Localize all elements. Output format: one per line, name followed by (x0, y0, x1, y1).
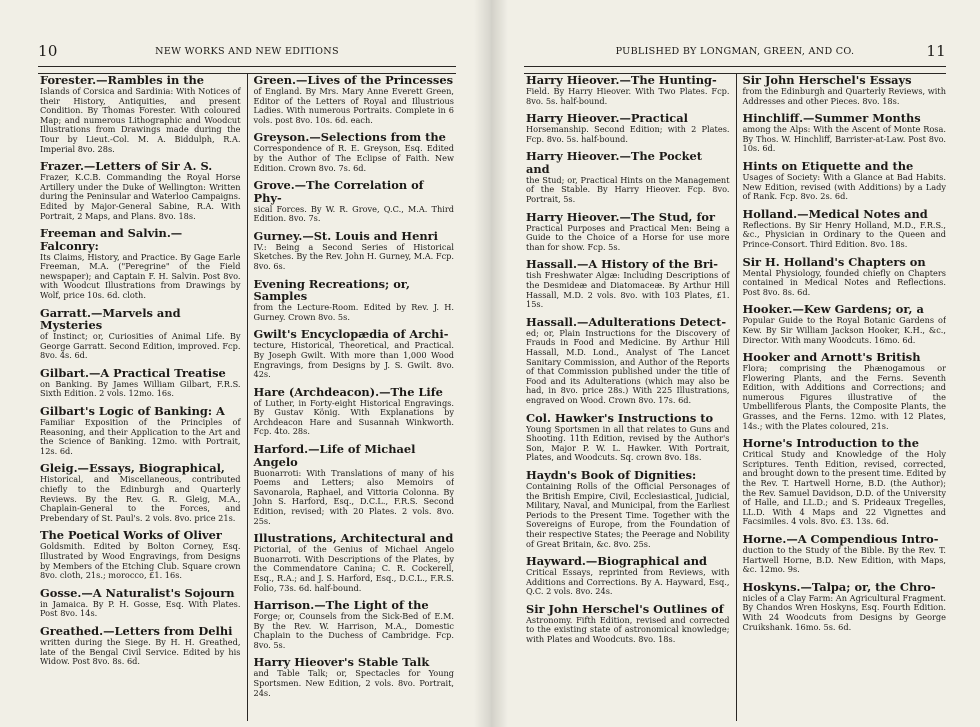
catalogue-entry (526, 258, 730, 309)
right-page-number: 11 (926, 42, 946, 60)
entry-body: Historical, and Miscellaneous, contributed chiefly to the Edinburgh and Quarterly Reviews. By the Rev. G. R. Gleig, M.A., Chaplain-General to the Forces, and Prebendary of St. Paul's. 2 vols. 8vo. price 21s. (40, 474, 241, 523)
entry-body: of England. By Mrs. Mary Anne Everett Green, Editor of the Letters of Royal and Illustrious Ladies. With numerous Portraits. Complete in 6 vols. post 8vo. 10s. 6d. each. (253, 86, 454, 125)
catalogue-entry (40, 405, 241, 456)
entry-title: Hints on Etiquette and the (742, 158, 914, 173)
right-running-title: PUBLISHED BY LONGMAN, GREEN, AND CO. (615, 46, 855, 57)
entry-title: Grove.—The Correlation of Phy- (253, 178, 424, 205)
catalogue-entry (743, 437, 947, 527)
catalogue-entry (254, 74, 455, 125)
entry-title: Gilbart's Logic of Banking: A (40, 404, 225, 419)
entry-title: Hooker and Arnott's British (742, 350, 921, 365)
catalogue-entry (254, 532, 455, 593)
catalogue-entry (743, 160, 947, 202)
entry-body: Correspondence of R. E. Greyson, Esq. Edited by the Author of The Eclipse of Faith. New Edition. Crown 8vo. 7s. 6d. (253, 143, 454, 173)
entry-body: Reflections. By Sir Henry Holland, M.D., F.R.S., &c., Physician in Ordinary to the Queen and Prince-Consort. Third Edition. 8vo. 18s. (742, 219, 946, 249)
catalogue-entry (526, 555, 730, 597)
left-page-number: 10 (38, 42, 58, 60)
entry-title: Harrison.—The Light of the (253, 598, 429, 613)
catalogue-entry (743, 581, 947, 632)
catalogue-entry (526, 469, 730, 549)
entry-title: Garratt.—Marvels and Mysteries (40, 305, 181, 333)
catalogue-entry (526, 316, 730, 406)
catalogue-entry (40, 587, 241, 619)
entry-body: Frazer, K.C.B. Commanding the Royal Horse Artillery under the Duke of Wellington: Written during the Peninsular and Waterloo Campaigns. Edited by Major-General Sabine, R.A. With Portrait, 2 Maps, and Plans. 8vo. 18s. (40, 172, 241, 221)
entry-body: of Instinct; or, Curiosities of Animal Life. By George Garratt. Second Edition, improved. Fcp. 8vo. 4s. 6d. (40, 331, 241, 361)
column (247, 74, 455, 721)
entry-title: Frazer.—Letters of Sir A. S. (40, 159, 213, 174)
catalogue-entry (743, 112, 947, 154)
entry-title: Greathed.—Letters from Delhi (40, 623, 233, 638)
catalogue-entry (743, 208, 947, 250)
entry-body: Usages of Society: With a Glance at Bad Habits. New Edition, revised (with Additions) by a Lady of Rank. Fcp. 8vo. 2s. 6d. (742, 171, 946, 202)
entry-title: Hassall.—A History of the Bri- (526, 257, 719, 272)
catalogue-entry (40, 529, 241, 580)
entry-title: Hooker.—Kew Gardens; or, a (742, 302, 924, 317)
entry-body: sical Forces. By W. R. Grove, Q.C., M.A. Third Edition. 8vo. 7s. (253, 203, 454, 224)
catalogue-entry (743, 256, 947, 298)
entry-title: Hoskyns.—Talpa; or, the Chro- (742, 579, 936, 594)
catalogue-entry (254, 599, 455, 650)
entry-body: the Stud; or, Practical Hints on the Management of the Stable. By Harry Hieover. Fcp. 8vo. Portrait, 5s. (526, 174, 730, 205)
entry-body: Astronomy. Fifth Edition, revised and corrected to the existing state of astronomical knowledge; with Plates and Woodcuts. 8vo. 18s. (526, 614, 730, 645)
catalogue-entry (254, 328, 455, 379)
entry-body: Mental Physiology, founded chiefly on Chapters contained in Medical Notes and Reflections. Post 8vo. 8s. 6d. (742, 267, 946, 297)
entry-title: Horne.—A Compendious Intro- (742, 532, 939, 546)
entry-body: Practical Purposes and Practical Men: Being a Guide to the Choice of a Horse for use more than for show. Fcp. 5s. (526, 222, 730, 252)
column (40, 74, 244, 721)
catalogue-entry (254, 278, 455, 323)
column (526, 74, 733, 721)
catalogue-entry (743, 303, 947, 345)
entry-body: Islands of Corsica and Sardinia: With Notices of their History, Antiquities, and present Condition. By Thomas Forester. With coloured Map; and numerous Lithographic and Woodcut Illustrations from Drawings made during the Tour by Lieut.-Col. M. A. Biddulph, R.A. Imperial 8vo. 28s. (40, 86, 241, 154)
entry-title: Harry Hieover.—Practical (526, 111, 688, 126)
catalogue-entry (743, 351, 947, 431)
catalogue-entry (526, 150, 730, 204)
entry-body: Young Sportsmen in all that relates to Guns and Shooting. 11th Edition, revised by the Author's Son, Major P. W. L. Hawker. With Portrait, Plates, and Woodcuts. Sq. crown 8vo. 18s. (526, 423, 730, 463)
entry-title: Hinchliff.—Summer Months (742, 111, 921, 126)
catalogue-entry (254, 656, 455, 698)
entry-title: Hayward.—Biographical and (526, 554, 707, 569)
catalogue-entry (526, 211, 730, 253)
entry-body: Its Claims, History, and Practice. By Gage Earle Freeman, M.A. ("Peregrine" of the Field newspaper); and Captain F. H. Salvin. Post 8vo. with Woodcut Illustrations from Drawings by Wolf, price 10s. 6d. cloth. (40, 251, 241, 300)
entry-body: and Table Talk; or, Spectacles for Young Sportsmen. New Edition, 2 vols. 8vo. Portrait, 24s. (253, 668, 454, 698)
entry-body: on Banking. By James William Gilbart, F.R.S. Sixth Edition. 2 vols. 12mo. 16s. (40, 378, 241, 399)
entry-body: in Jamaica. By P. H. Gosse, Esq. With Plates. Post 8vo. 14s. (40, 598, 241, 619)
entry-title: Col. Hawker's Instructions to (526, 410, 714, 425)
left-page-header (38, 42, 456, 62)
entry-body: Buonarroti: With Translations of many of his Poems and Letters; also Memoirs of Savonarola, Raphael, and Vittoria Colonna. By John S. Harford, Esq., D.C.L., F.R.S. Second Edition, revised; with 20 Plates. 2 vols. 8vo. 25s. (253, 467, 454, 526)
column (736, 74, 947, 721)
entry-title: Harry Hieover.—The Hunting- (526, 74, 717, 87)
entry-body: among the Alps: With the Ascent of Monte Rosa. By Thos. W. Hinchliff, Barrister-at-Law. Post 8vo. 10s. 6d. (742, 124, 946, 154)
entry-body: of Luther, in Forty-eight Historical Engravings. By Gustav König. With Explanations by Archdeacon Hare and Susannah Winkworth. Fcp. 4to. 28s. (253, 397, 454, 437)
entry-body: Forge; or, Counsels from the Sick-Bed of E.M. By the Rev. W. Harrison, M.A., Domestic Chaplain to the Duchess of Cambridge. Fcp. 8vo. 5s. (253, 611, 454, 650)
entry-body: Critical Essays, reprinted from Reviews, with Additions and Corrections. By A. Hayward, Esq., Q.C. 2 vols. 8vo. 24s. (526, 567, 730, 597)
entry-title: Sir John Herschel's Essays (742, 74, 912, 87)
entry-body: ed; or, Plain Instructions for the Discovery of Frauds in Food and Medicine. By Arthur Hill Hassall, M.D. Lond., Analyst of The Lancet Sanitary Commission, and Author of the Reports of that Commission published under the title of Food and its Adulterations (which may also be had, in 8vo. price 28s.) With 225 Illustrations, engraved on Wood. Crown 8vo. 17s. 6d. (526, 327, 730, 405)
catalogue-entry (40, 462, 241, 523)
entry-body: tish Freshwater Algæ: Including Descriptions of the Desmideæ and Diatomaceæ. By Arthur Hill Hassall, M.D. 2 vols. 8vo. with 103 Plates, £1. 15s. (526, 270, 730, 310)
catalogue-entry (526, 412, 730, 463)
entry-body: from the Edinburgh and Quarterly Reviews, with Addresses and other Pieces. 8vo. 18s. (742, 86, 946, 106)
entry-title: Greyson.—Selections from the (253, 130, 446, 145)
catalogue-entry (254, 131, 455, 173)
catalogue-entry (254, 443, 455, 526)
entry-title: Harry Hieover's Stable Talk (253, 655, 430, 670)
entry-body: Flora; comprising the Phænogamous or Flowering Plants, and the Ferns. Seventh Edition, with Additions and Corrections; and numerous Figures illustrative of the Umbelliferous Plants, the Composite Plants, the Grasses, and the Ferns. 12mo. with 12 Plates, 14s.; with the Plates coloured, 21s. (742, 363, 946, 431)
entry-title: Gurney.—St. Louis and Henri (253, 228, 438, 243)
catalogue-entry (526, 112, 730, 144)
entry-title: Horne's Introduction to the (742, 436, 919, 451)
entry-title: Harford.—Life of Michael Angelo (253, 442, 416, 469)
entry-title: Gleig.—Essays, Biographical, (40, 461, 225, 476)
catalogue-entry (254, 230, 455, 272)
catalogue-entry (40, 160, 241, 221)
entry-body: IV.: Being a Second Series of Historical Sketches. By the Rev. John H. Gurney, M.A. Fcp. 8vo. 6s. (253, 241, 454, 272)
entry-body: Goldsmith. Edited by Bolton Corney, Esq. Illustrated by Wood Engravings, from Designs by Members of the Etching Club. Square crown 8vo. cloth, 21s.; morocco, £1. 16s. (40, 541, 241, 581)
entry-title: The Poetical Works of Oliver (40, 528, 222, 543)
entry-title: Hare (Archdeacon).—The Life (253, 384, 443, 399)
entry-title: Freeman and Salvin.—Falconry: (40, 226, 183, 253)
header-rule (38, 66, 456, 67)
entry-body: duction to the Study of the Bible. By the Rev. T. Hartwell Horne, B.D. New Edition, with Maps, &c. 12mo. 9s. (742, 545, 946, 575)
entry-body: Pictorial, of the Genius of Michael Angelo Buonarroti. With Descriptions of the Plates, by the Commendatore Canina; C. R. Cockerell, Esq., R.A.; and J. S. Harford, Esq., D.C.L., F.R.S. Folio, 73s. 6d. half-bound. (253, 544, 454, 593)
entry-title: Sir H. Holland's Chapters on (742, 254, 926, 269)
entry-body: nicles of a Clay Farm: An Agricultural Fragment. By Chandos Wren Hoskyns, Esq. Fourth Edition. With 24 Woodcuts from Designs by George Cruikshank. 16mo. 5s. 6d. (742, 592, 946, 632)
catalogue-entry (40, 367, 241, 399)
entry-body: from the Lecture-Room. Edited by Rev. J. H. Gurney. Crown 8vo. 5s. (253, 302, 454, 322)
header-rule (524, 66, 946, 67)
entry-body: written during the Siege. By H. H. Greathed, late of the Bengal Civil Service. Edited by his Widow. Post 8vo. 8s. 6d. (40, 636, 241, 667)
entry-title: Harry Hieover.—The Pocket and (526, 149, 703, 176)
entry-title: Gilbart.—A Practical Treatise (40, 365, 226, 380)
entry-title: Gosse.—A Naturalist's Sojourn (40, 585, 235, 600)
entry-body: Critical Study and Knowledge of the Holy Scriptures. Tenth Edition, revised, corrected, and brought down to the present time. Edited by the Rev. T. Hartwell Horne, B.D. (the Author); the Rev. Samuel Davidson, D.D. of the University of Halle, and LL.D.; and S. Prideaux Tregelles, LL.D. With 4 Maps and 22 Vignettes and Facsimiles. 4 vols. 8vo. £3. 13s. 6d. (742, 449, 946, 527)
entry-title: Forester.—Rambles in the (40, 74, 204, 87)
entry-title: Haydn's Book of Dignities: (526, 467, 697, 482)
entry-title: Harry Hieover.—The Stud, for (526, 209, 715, 224)
left-running-title: NEW WORKS AND NEW EDITIONS (155, 46, 339, 57)
catalogue-entry (40, 307, 241, 361)
catalogue-entry (40, 227, 241, 300)
right-columns (526, 74, 946, 721)
entry-body: Horsemanship. Second Edition; with 2 Plates. Fcp. 8vo. 5s. half-bound. (526, 124, 730, 144)
entry-title: Sir John Herschel's Outlines of (526, 601, 724, 616)
entry-body: Containing Rolls of the Official Personages of the British Empire, Civil, Ecclesiastical, Judicial, Military, Naval, and Municipal, from the Earliest Periods to the Present Time. Together with the Sovereigns of Europe, from the Foundation of their respective States; the Peerage and Nobility of Great Britain, &c. 8vo. 25s. (526, 480, 730, 549)
entry-title: Green.—Lives of the Princesses (253, 74, 454, 87)
catalogue-entry (40, 74, 241, 154)
entry-body: Popular Guide to the Royal Botanic Gardens of Kew. By Sir William Jackson Hooker, K.H., &c., Director. With many Woodcuts. 16mo. 6d. (742, 315, 946, 345)
catalogue-entry (254, 386, 455, 437)
right-page-header (524, 42, 946, 62)
catalogue-entry (743, 74, 947, 106)
entry-title: Illustrations, Architectural and (253, 531, 454, 546)
catalogue-entry (526, 603, 730, 645)
entry-title: Evening Recreations; or, Samples (253, 276, 410, 304)
catalogue-entry (526, 74, 730, 106)
entry-title: Hassall.—Adulterations Detect- (526, 314, 727, 329)
entry-title: Holland.—Medical Notes and (742, 206, 928, 221)
entry-body: Familiar Exposition of the Principles of Reasoning, and their Application to the Art and the Science of Banking. 12mo. with Portrait, 12s. 6d. (40, 417, 241, 456)
catalogue-entry (40, 625, 241, 667)
left-columns (40, 74, 454, 721)
entry-body: tecture, Historical, Theoretical, and Practical. By Joseph Gwilt. With more than 1,000 Wood Engravings, from Designs by J. S. Gwilt. 8vo. 42s. (253, 340, 454, 380)
catalogue-entry (743, 533, 947, 575)
catalogue-entry (254, 179, 455, 224)
entry-body: Field. By Harry Hieover. With Two Plates. Fcp. 8vo. 5s. half-bound. (526, 86, 730, 106)
right-page (490, 0, 980, 727)
entry-title: Gwilt's Encyclopædia of Archi- (253, 327, 449, 342)
